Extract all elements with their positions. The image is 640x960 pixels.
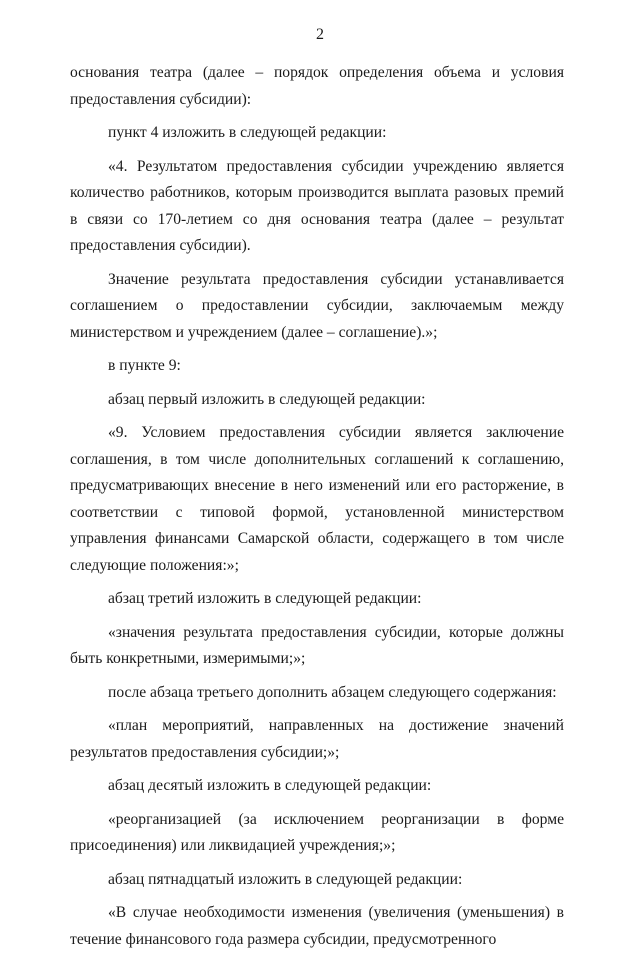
paragraph-2: пункт 4 изложить в следующей редакции:	[108, 124, 387, 141]
paragraph-15: «В случае необходимости изменения (увеличения (уменьшения) в течение финансового года размера субсидии, предусмотренного	[70, 904, 564, 948]
paragraph-14: абзац пятнадцатый изложить в следующей редакции:	[108, 870, 463, 888]
paragraph-7: «9. Условием предоставления субсидии является заключение соглашения, в том числе дополнительных соглашений к соглашению, предусматривающих внесение в него изменений или его расторжение, в соответствии с типовой формой, установленной министерством управления финансами Самарской области, содержащего в том числе следующие положения:»;	[70, 424, 564, 574]
paragraph-12: абзац десятый изложить в следующей редакции:	[108, 777, 432, 794]
paragraph-3: «4. Результатом предоставления субсидии учреждению является количество работников, которым производится выплата разовых премий в связи со 170-летием со дня основания театра (далее – результат предоставления субсидии).	[70, 157, 564, 254]
paragraph-4: Значение результата предоставления субсидии устанавливается соглашением о предоставлении субсидии, заключаемым между министерством и учреждением (далее – соглашение).»;	[70, 270, 564, 341]
paragraph-10: после абзаца третьего дополнить абзацем следующего содержания:	[108, 683, 557, 701]
paragraph-6: абзац первый изложить в следующей редакции:	[108, 390, 426, 408]
paragraph-8: абзац третий изложить в следующей редакции:	[108, 590, 422, 607]
page-number: 2	[316, 26, 324, 43]
paragraph-1: основания театра (далее – порядок определения объема и условия предоставления субсидии):	[70, 64, 564, 108]
paragraph-13: «реорганизацией (за исключением реорганизации в форме присоединения) или ликвидацией учреждения;»;	[70, 810, 564, 854]
paragraph-11: «план мероприятий, направленных на достижение значений результатов предоставления субсидии;»;	[70, 717, 564, 761]
paragraph-5: в пункте 9:	[108, 357, 181, 374]
paragraph-9: «значения результата предоставления субсидии, которые должны быть конкретными, измеримыми;»;	[70, 623, 564, 667]
document-body	[70, 60, 564, 960]
